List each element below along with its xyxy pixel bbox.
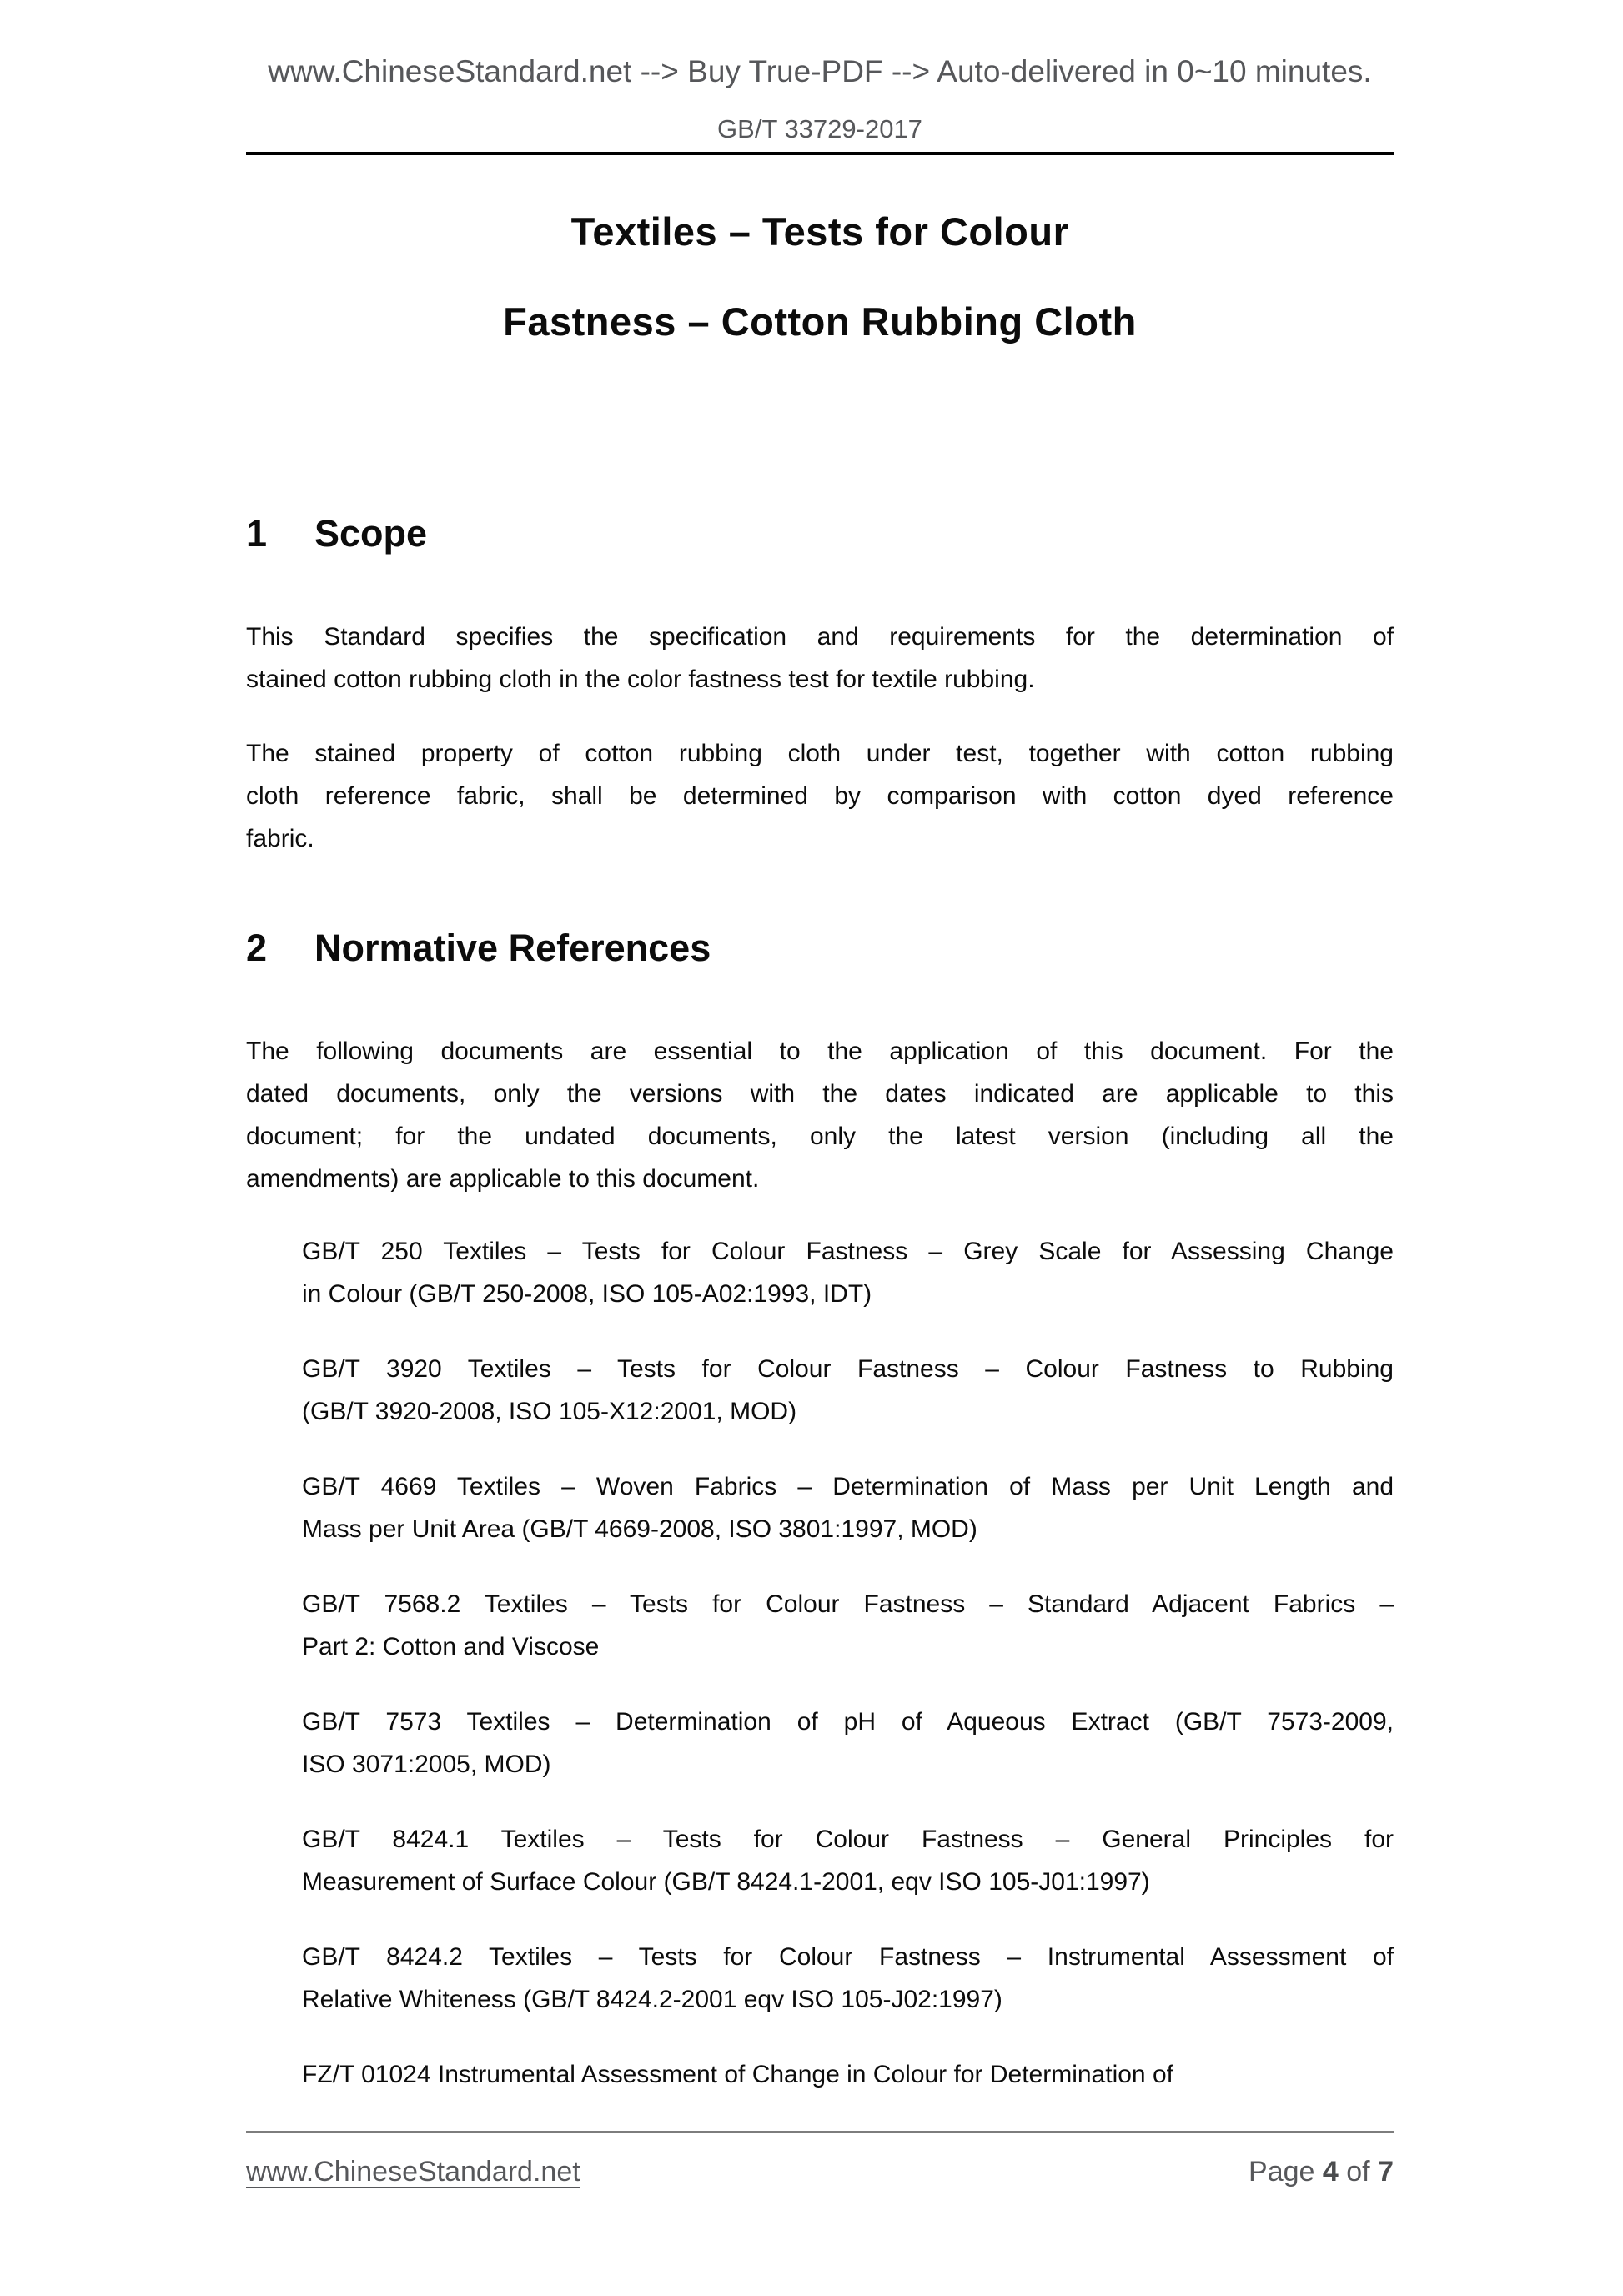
paragraph-line: cloth reference fabric, shall be determined by comparison with cotton dyed reference: [246, 782, 1394, 810]
footer-page-total: 7: [1378, 2156, 1394, 2188]
reference-line: GB/T 3920 Textiles – Tests for Colour Fastness – Colour Fastness to Rubbing: [302, 1355, 1394, 1383]
reference-line: Mass per Unit Area (GB/T 4669-2008, ISO 3801:1997, MOD): [302, 1515, 977, 1543]
section-heading-normative-references: [246, 927, 1394, 970]
reference-item: [302, 1465, 1394, 1550]
paragraph-line: amendments) are applicable to this document.: [246, 1165, 760, 1193]
section-heading-scope: [246, 512, 1394, 555]
reference-item: [302, 1701, 1394, 1786]
footer-site-link[interactable]: www.ChineseStandard.net: [246, 2156, 580, 2188]
reference-line: Measurement of Surface Colour (GB/T 8424.1-2001, eqv ISO 105-J01:1997): [302, 1868, 1150, 1896]
footer-page-current: 4: [1322, 2156, 1339, 2188]
reference-line: GB/T 4669 Textiles – Woven Fabrics – Determination of Mass per Unit Length and: [302, 1473, 1394, 1500]
reference-line: (GB/T 3920-2008, ISO 105-X12:2001, MOD): [302, 1398, 797, 1425]
document-title-line-2: Fastness – Cotton Rubbing Cloth: [503, 299, 1137, 344]
footer-of-label: of: [1346, 2156, 1370, 2188]
reference-line: GB/T 7573 Textiles – Determination of pH of Aqueous Extract (GB/T 7573-2009,: [302, 1708, 1394, 1736]
reference-item: [302, 2053, 1394, 2096]
paragraph: [246, 1030, 1394, 1200]
paragraph-line: fabric.: [246, 825, 314, 852]
reference-line: Part 2: Cotton and Viscose: [302, 1633, 600, 1660]
reference-line: GB/T 8424.2 Textiles – Tests for Colour Fastness – Instrumental Assessment of: [302, 1943, 1394, 1971]
reference-item: [302, 1348, 1394, 1433]
section-number: 2: [246, 927, 268, 969]
paragraph-line: The following documents are essential to the application of this document. For the: [246, 1037, 1394, 1065]
paragraph: [246, 615, 1394, 701]
document-title-line-1: Textiles – Tests for Colour: [570, 209, 1069, 254]
header-promo-text: www.ChineseStandard.net --> Buy True-PDF --> Auto-delivered in 0~10 minutes.: [268, 54, 1372, 88]
section-heading-label: Scope: [314, 512, 428, 555]
reference-line: GB/T 7568.2 Textiles – Tests for Colour Fastness – Standard Adjacent Fabrics –: [302, 1590, 1394, 1618]
reference-list: [246, 1230, 1394, 2096]
reference-item: [302, 1230, 1394, 1315]
paragraph-line: This Standard specifies the specification and requirements for the determination of: [246, 623, 1394, 651]
reference-line: FZ/T 01024 Instrumental Assessment of Change in Colour for Determination of: [302, 2061, 1173, 2088]
reference-line: ISO 3071:2005, MOD): [302, 1751, 551, 1778]
footer-page-indicator: [1249, 2154, 1394, 2189]
reference-line: Relative Whiteness (GB/T 8424.2-2001 eqv ISO 105-J02:1997): [302, 1986, 1002, 2013]
section-heading-label: Normative References: [314, 927, 711, 969]
reference-line: GB/T 250 Textiles – Tests for Colour Fastness – Grey Scale for Assessing Change: [302, 1238, 1394, 1265]
paragraph-line: dated documents, only the versions with the dates indicated are applicable to this: [246, 1080, 1394, 1108]
reference-item: [302, 1936, 1394, 2021]
header-standard-code: GB/T 33729-2017: [717, 114, 922, 143]
footer-divider: [246, 2131, 1394, 2133]
paragraph-line: document; for the undated documents, only the latest version (including all the: [246, 1123, 1394, 1150]
paragraph: [246, 732, 1394, 860]
header-divider: [246, 152, 1394, 155]
section-number: 1: [246, 512, 268, 555]
footer: [246, 2154, 1394, 2189]
reference-line: GB/T 8424.1 Textiles – Tests for Colour Fastness – General Principles for: [302, 1826, 1394, 1853]
reference-item: [302, 1583, 1394, 1668]
reference-item: [302, 1818, 1394, 1903]
reference-line: in Colour (GB/T 250-2008, ISO 105-A02:1993, IDT): [302, 1280, 872, 1308]
paragraph-line: stained cotton rubbing cloth in the color fastness test for textile rubbing.: [246, 666, 1035, 693]
paragraph-line: The stained property of cotton rubbing cloth under test, together with cotton rubbing: [246, 740, 1394, 767]
footer-page-label: Page: [1249, 2156, 1315, 2188]
